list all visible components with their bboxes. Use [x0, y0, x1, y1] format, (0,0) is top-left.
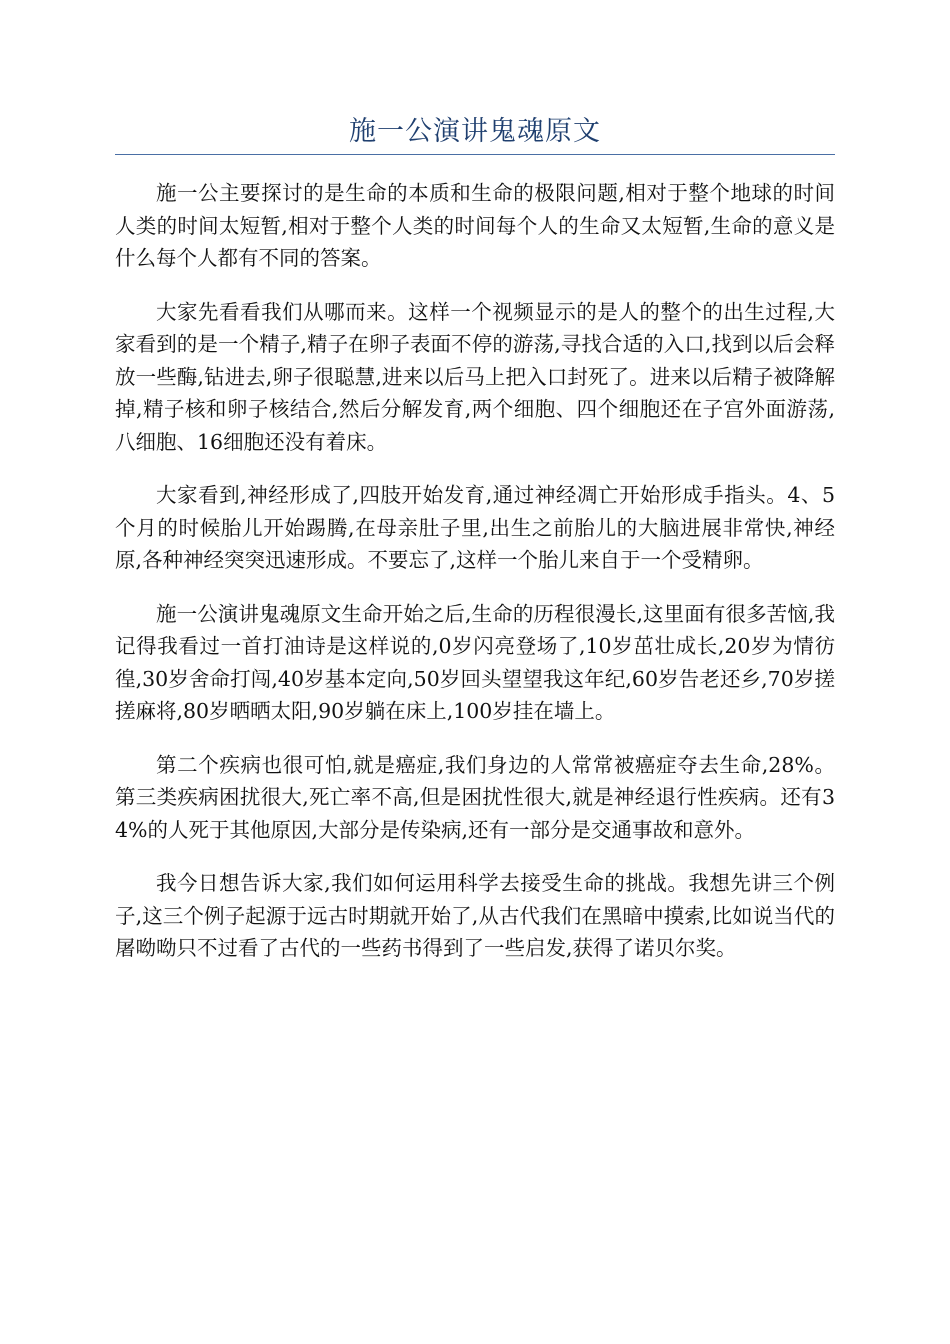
- paragraph: 大家看到,神经形成了,四肢开始发育,通过神经凋亡开始形成手指头。4、5个月的时候胎儿开始踢腾,在母亲肚子里,出生之前胎儿的大脑进展非常快,神经原,各种神经突突迅速形成。不要忘了,这样一个胎儿来自于一个受精卵。: [115, 483, 835, 572]
- paragraph: 大家先看看我们从哪而来。这样一个视频显示的是人的整个的出生过程,大家看到的是一个精子,精子在卵子表面不停的游荡,寻找合适的入口,找到以后会释放一些酶,钻进去,卵子很聪慧,进来以后马上把入口封死了。进来以后精子被降解掉,精子核和卵子核结合,然后分解发育,两个细胞、四个细胞还在子宫外面游荡,八细胞、16细胞还没有着床。: [115, 299, 835, 454]
- paragraph: 施一公主要探讨的是生命的本质和生命的极限问题,相对于整个地球的时间人类的时间太短暂,相对于整个人类的时间每个人的生命又太短暂,生命的意义是什么每个人都有不同的答案。: [115, 181, 835, 270]
- paragraph: 第二个疾病也很可怕,就是癌症,我们身边的人常常被癌症夺去生命,28%。第三类疾病困扰很大,死亡率不高,但是困扰性很大,就是神经退行性疾病。还有34%的人死于其他原因,大部分是传染病,还有一部分是交通事故和意外。: [115, 752, 835, 842]
- document-body: [115, 177, 835, 986]
- document-title: 施一公演讲鬼魂原文: [349, 116, 601, 147]
- paragraph: 我今日想告诉大家,我们如何运用科学去接受生命的挑战。我想先讲三个例子,这三个例子起源于远古时期就开始了,从古代我们在黑暗中摸索,比如说当代的屠呦呦只不过看了古代的一些药书得到了一些启发,获得了诺贝尔奖。: [115, 871, 835, 960]
- title-underline: [115, 154, 835, 155]
- paragraph: 施一公演讲鬼魂原文生命开始之后,生命的历程很漫长,这里面有很多苦恼,我记得我看过一首打油诗是这样说的,0岁闪亮登场了,10岁茁壮成长,20岁为情彷徨,30岁舍命打闯,40岁基本定向,50岁回头望望我这年纪,60岁告老还乡,70岁搓搓麻将,80岁晒晒太阳,90岁躺在床上,100岁挂在墙上。: [115, 601, 835, 723]
